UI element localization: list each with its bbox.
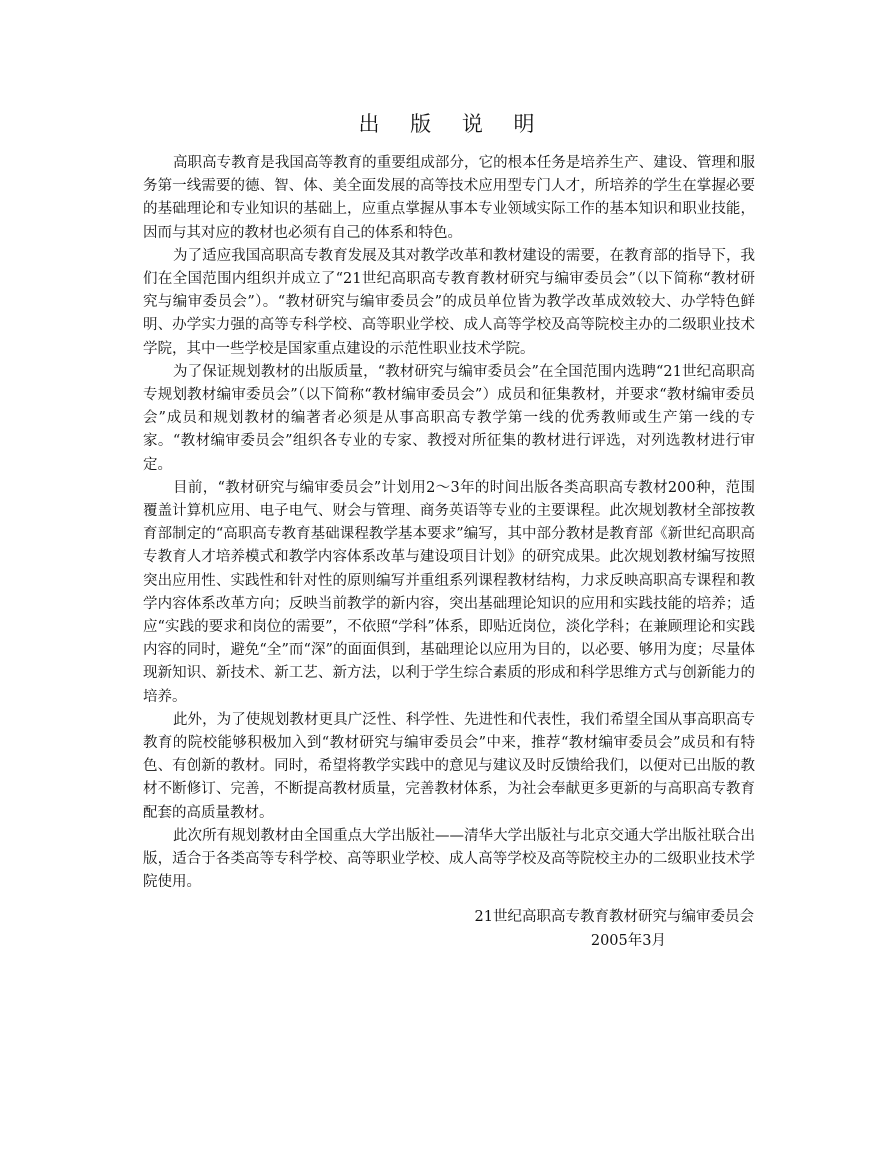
paragraph-2: 为了适应我国高职高专教育发展及其对教学改革和教材建设的需要，在教育部的指导下，我们在全国范围内组织并成立了“21世纪高职高专教育教材研究与编审委员会”（以下简称“教材研究与编审委员会”）。“教材研究与编审委员会”的成员单位皆为教学改革成效较大、办学特色鲜明、办学实力强的高等专科学校、高等职业学校、成人高等学校及高等院校主办的二级职业技术学院，其中一些学校是国家重点建设的示范性职业技术学院。 [143,247,755,357]
paragraph-6: 此次所有规划教材由全国重点大学出版社——清华大学出版社与北京交通大学出版社联合出版，适合于各类高等专科学校、高等职业学校、成人高等学校及高等院校主办的二级职业技术学院使用。 [143,827,755,891]
paragraph-1: 高职高专教育是我国高等教育的重要组成部分，它的根本任务是培养生产、建设、管理和服务第一线需要的德、智、体、美全面发展的高等技术应用型专门人才，所培养的学生在掌握必要的基础理论和专业知识的基础上，应重点掌握从事本专业领域实际工作的基本知识和职业技能，因而与其对应的教材也必须有自己的体系和特色。 [143,155,755,241]
paragraph-3: 为了保证规划教材的出版质量，“教材研究与编审委员会”在全国范围内选聘“21世纪高职高专规划教材编审委员会”（以下简称“教材编审委员会”）成员和征集教材，并要求“教材编审委员会”成员和规划教材的编著者必须是从事高职高专教学第一线的优秀教师或生产第一线的专家。“教材编审委员会”组织各专业的专家、教授对所征集的教材进行评选，对列选教材进行审定。 [143,363,755,473]
signature-block [420,905,754,953]
page-title: 出 版 说 明 [358,112,547,136]
signature-organization: 21世纪高职高专教育教材研究与编审委员会 [474,909,754,925]
paragraph-4: 目前，“教材研究与编审委员会”计划用2～3年的时间出版各类高职高专教材200种，范围覆盖计算机应用、电子电气、财会与管理、商务英语等专业的主要课程。此次规划教材全部按教育部制定的“高职高专教育基础课程教学基本要求”编写，其中部分教材是教育部《新世纪高职高专教育人才培养模式和教学内容体系改革与建设项目计划》的研究成果。此次规划教材编写按照突出应用性、实践性和针对性的原则编写并重组系列课程教材结构，力求反映高职高专课程和教学内容体系改革方向；反映当前教学的新内容，突出基础理论知识的应用和实践技能的培养；适应“实践的要求和岗位的需要”，不依照“学科”体系，即贴近岗位，淡化学科；在兼顾理论和实践内容的同时，避免“全”而“深”的面面俱到，基础理论以应用为目的，以必要、够用为度；尽量体现新知识、新技术、新工艺、新方法，以利于学生综合素质的形成和科学思维方式与创新能力的培养。 [143,479,755,705]
body-text [143,152,755,895]
signature-date: 2005年3月 [590,933,666,949]
paragraph-5: 此外，为了使规划教材更具广泛性、科学性、先进性和代表性，我们希望全国从事高职高专教育的院校能够积极加入到“教材研究与编审委员会”中来，推荐“教材编审委员会”成员和有特色、有创新的教材。同时，希望将教学实践中的意见与建议及时反馈给我们，以便对已出版的教材不断修订、完善，不断提高教材质量，完善教材体系，为社会奉献更多更新的与高职高专教育配套的高质量教材。 [143,711,755,821]
